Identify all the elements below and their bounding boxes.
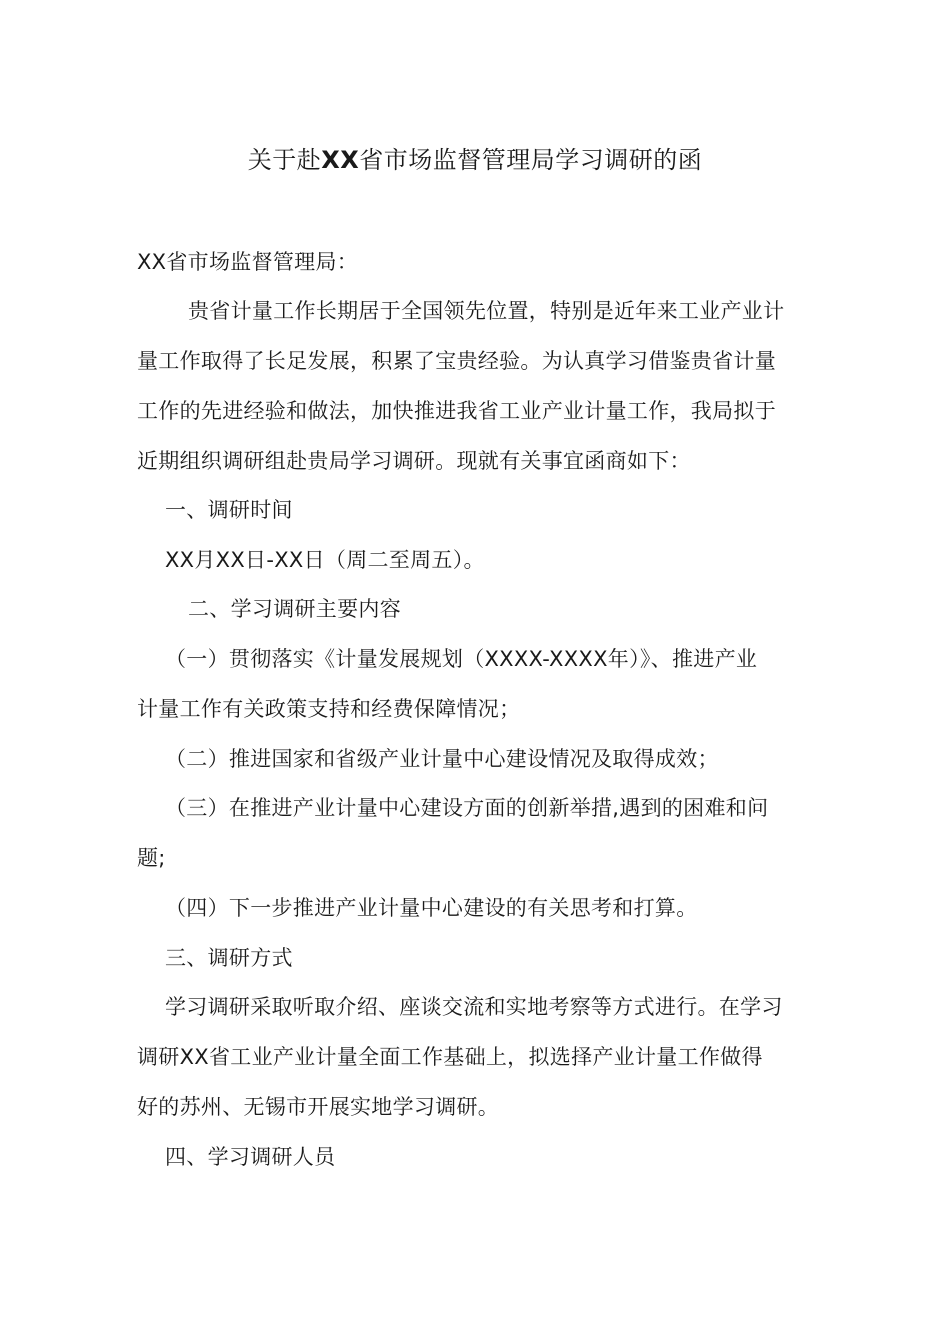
list-item-continuation: 题; — [137, 846, 166, 870]
title-bold-placeholder: XX — [321, 146, 360, 174]
body-line: 学习调研采取听取介绍、座谈交流和实地考察等方式进行。在学习 — [165, 995, 783, 1019]
list-item: （一）贯彻落实《计量发展规划（XXXX-XXXX年）》、推进产业 — [165, 647, 758, 671]
body-line: 好的苏州、无锡市开展实地学习调研。 — [137, 1095, 500, 1119]
list-item: （二）推进国家和省级产业计量中心建设情况及取得成效； — [165, 747, 719, 771]
list-item: （四）下一步推进产业计量中心建设的有关思考和打算。 — [165, 896, 698, 920]
list-item: （三）在推进产业计量中心建设方面的创新举措,遇到的困难和问 — [165, 796, 769, 820]
section-heading: 一、调研时间 — [165, 498, 293, 522]
document-title — [0, 142, 950, 178]
body-line: 调研XX省工业产业计量全面工作基础上，拟选择产业计量工作做得 — [137, 1045, 763, 1069]
salutation: XX省市场监督管理局： — [137, 250, 359, 274]
section-heading: 三、调研方式 — [165, 946, 293, 970]
title-prefix: 关于赴 — [247, 146, 322, 174]
body-line: 工作的先进经验和做法，加快推进我省工业产业计量工作，我局拟于 — [137, 399, 776, 423]
section-heading: 二、学习调研主要内容 — [188, 597, 401, 621]
body-line: 贵省计量工作长期居于全国领先位置，特别是近年来工业产业计 — [188, 299, 785, 323]
title-suffix: 省市场监督管理局学习调研的函 — [359, 146, 703, 174]
body-line: XX月XX日-XX日（周二至周五）。 — [165, 548, 485, 572]
body-line: 近期组织调研组赴贵局学习调研。现就有关事宜函商如下： — [137, 449, 691, 473]
body-line: 量工作取得了长足发展，积累了宝贵经验。为认真学习借鉴贵省计量 — [137, 349, 776, 373]
list-item-continuation: 计量工作有关政策支持和经费保障情况； — [137, 697, 521, 721]
section-heading: 四、学习调研人员 — [165, 1145, 336, 1169]
